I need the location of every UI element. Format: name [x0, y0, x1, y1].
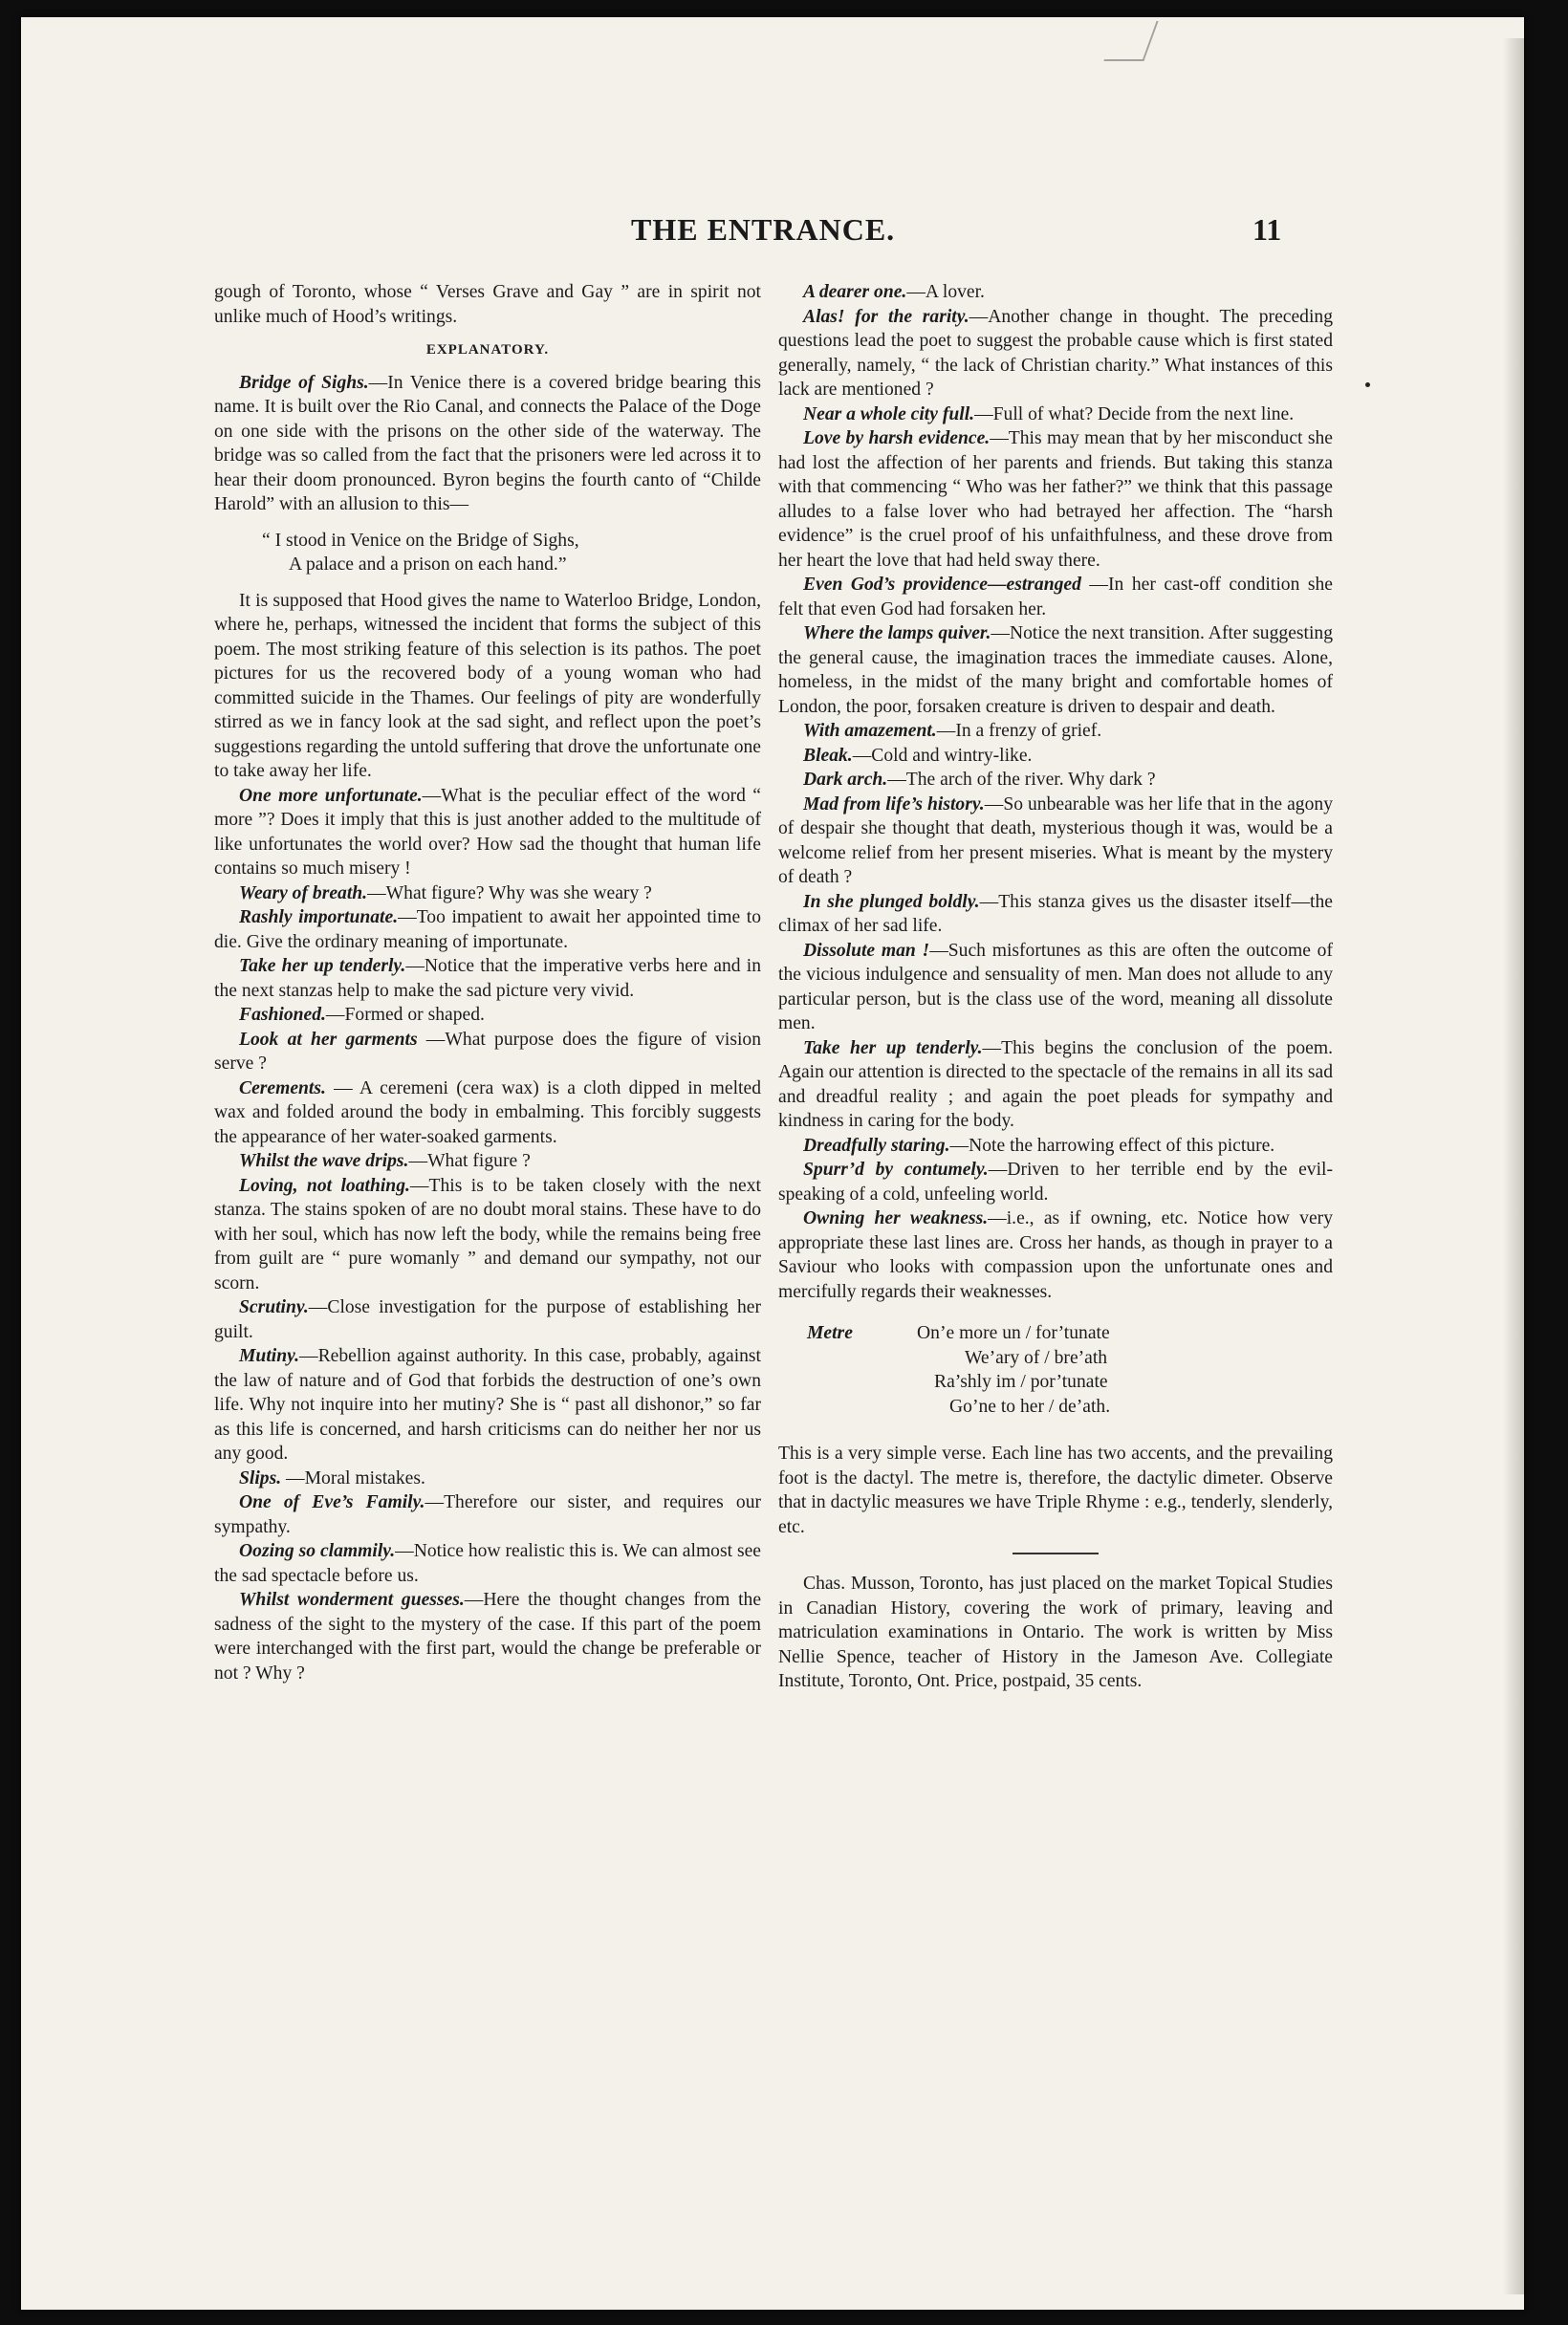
entry-cerements	[214, 1076, 761, 1150]
entry-near-city	[778, 402, 1333, 427]
entry-term: Near a whole city full.	[803, 403, 975, 424]
entry-term: Look at her garments	[239, 1029, 418, 1050]
entry-term: With amazement.	[803, 721, 937, 741]
section-heading: EXPLANATORY.	[425, 342, 550, 358]
entry-term: Owning her weakness.	[803, 1208, 989, 1228]
entry-fashioned	[214, 1003, 761, 1028]
entry-term: Dreadfully staring.	[803, 1135, 950, 1156]
entry-text: —What purpose does the figure of vision serve ?	[214, 1029, 762, 1074]
entry-term: Where the lamps quiver.	[803, 623, 991, 643]
entry-whilst-wave	[214, 1149, 761, 1174]
entry-text: —This may mean that by her misconduct she had lost the affection of her parents and friends. But taking this stanza with that commencing “ Who was her father?” we think that this passage alludes to a false lover who had betrayed her affection. The “harsh evidence” is the cruel proof of his unfaithfulness, and these drove from her heart the love that had held sway there.	[778, 428, 1333, 571]
running-title: THE ENTRANCE.	[631, 212, 896, 247]
entry-providence	[778, 573, 1333, 621]
entry-term: Bleak.	[803, 745, 853, 766]
entry-weary	[214, 881, 761, 906]
entry-text: —Too impatient to await her appointed time to die. Give the ordinary meaning of importunate.	[214, 907, 761, 952]
entry-text: —Close investigation for the purpose of establishing her guilt.	[214, 1297, 761, 1342]
entry-term: Slips.	[239, 1467, 282, 1488]
entry-term: In she plunged boldly.	[803, 891, 980, 912]
entry-term: Mad from life’s history.	[803, 793, 985, 815]
entry-text: —A lover.	[906, 282, 985, 302]
entry-text: —Notice the next transition. After suggesting the general cause, the imagination traces the immediate causes. Alone, homeless, in the midst of the many bright and comfortable homes of London, the poor, forsaken creature is driven to despair and death.	[778, 623, 1333, 717]
entry-rashly	[214, 905, 761, 954]
entry-term: Whilst wonderment guesses.	[239, 1590, 465, 1610]
entry-eve-family	[214, 1490, 761, 1539]
entry-term: Even God’s providence—estranged	[803, 575, 1081, 595]
entry-term: Loving, not loathing.	[239, 1175, 410, 1196]
entry-term: Oozing so clammily.	[239, 1541, 396, 1561]
entry-term: Spurr’d by contumely.	[803, 1160, 989, 1180]
entry-text: —This stanza gives us the disaster itself—the climax of her sad life.	[778, 891, 1333, 936]
entry-text: —What figure ?	[408, 1151, 531, 1171]
entry-text: —In Venice there is a covered bridge bearing this name. It is built over the Rio Canal, and connects the Palace of the Doge on one side with the prisons on the other side of the waterway. The bridge was so called from the fact that the prisoners were led across it to hear their doom pronounced. Byron begins the fourth canto of “Childe Harold” with an allusion to this—	[214, 372, 762, 514]
entry-alas	[778, 305, 1333, 402]
entry-love-evidence	[778, 426, 1333, 573]
entry-text: —Rebellion against authority. In this case, probably, against the law of nature and of God that forbids the destruction of one’s own life. Why not inquire into her mutiny? She is “ past all dishonor,” so far as this life is concerned, and harsh criticisms can do neither her nor us any good.	[214, 1346, 761, 1464]
entry-take-tenderly	[214, 954, 761, 1003]
entry-oozing	[214, 1539, 761, 1588]
quote-line-1: “ I stood in Venice on the Bridge of Sighs,	[262, 530, 579, 551]
entry-term: Take her up tenderly.	[239, 956, 406, 976]
left-column	[214, 280, 761, 1685]
entry-mutiny	[214, 1344, 761, 1467]
entry-term: Bridge of Sighs.	[239, 372, 369, 393]
entry-text: —What figure? Why was she weary ?	[367, 882, 652, 903]
entry-text: —Such misfortunes as this are often the outcome of the vicious indulgence and sensuality of men. Man does not allude to any particular person, but is the class use of the word, meaning all dissolute men.	[778, 940, 1333, 1033]
entry-lamps-quiver	[778, 621, 1333, 719]
entry-text: —In her cast-off condition she felt that even God had forsaken her.	[778, 575, 1333, 619]
entry-text: —This is to be taken closely with the next stanza. The stains spoken of are no doubt moral stains. These have to do with her soul, which has now left the body, while the remains being free from guilt are “ pure womanly ” and demand our sympathy, not our scorn.	[214, 1175, 761, 1293]
entry-term: One more unfortunate.	[239, 785, 423, 806]
entry-text: — A ceremeni (cera wax) is a cloth dipped in melted wax and folded around the body in embalming. This forcibly suggests the appearance of her water-soaked garments.	[214, 1077, 761, 1147]
paragraph-simple-verse: This is a very simple verse. Each line has two accents, and the prevailing foot is the dactyl. The metre is, therefore, the dactylic dimeter. Observe that in dactylic measures we have Triple Rhyme : e.g., tenderly, slenderly, etc.	[778, 1444, 1333, 1537]
metre-lines	[917, 1321, 1110, 1419]
byron-quote	[214, 529, 761, 577]
entry-one-more	[214, 784, 761, 881]
entry-text: —Note the harrowing effect of this picture.	[949, 1135, 1275, 1156]
entry-text: —i.e., as if owning, etc. Notice how very appropriate these last lines are. Cross her hands, as though in prayer to a Saviour who looks with compassion upon the unfortunate ones and mercifully regards their weaknesses.	[778, 1208, 1334, 1302]
entry-amazement	[778, 719, 1333, 744]
ink-dot	[1365, 382, 1370, 387]
entry-dearer	[778, 280, 1333, 305]
page-edge-shadow	[1503, 38, 1524, 2294]
entry-plunged	[778, 890, 1333, 939]
entry-slips	[214, 1467, 761, 1491]
metre-label: Metre	[807, 1323, 853, 1343]
quote-line-2: A palace and a prison on each hand.”	[289, 554, 567, 575]
entry-text: —This begins the conclusion of the poem. Again our attention is directed to the spectacle of the remains in all its sad and dreadful reality ; and again the poet pleads for sympathy and kindness in caring for the body.	[778, 1037, 1334, 1131]
entry-text: —Therefore our sister, and requires our sympathy.	[214, 1492, 762, 1537]
metre-scansion	[778, 1321, 1333, 1432]
entry-bleak	[778, 744, 1333, 769]
entry-term: Scrutiny.	[239, 1297, 309, 1317]
entry-mad-history	[778, 793, 1333, 890]
entry-term: Weary of breath.	[239, 882, 368, 903]
entry-term: Fashioned.	[239, 1005, 326, 1025]
intro-paragraph: gough of Toronto, whose “ Verses Grave and Gay ” are in spirit not unlike much of Hood’s writings.	[214, 282, 761, 327]
entry-spurrd	[778, 1158, 1333, 1206]
entry-dark-arch	[778, 768, 1333, 793]
entry-take-tenderly-2	[778, 1036, 1333, 1134]
page-number: 11	[1252, 212, 1282, 247]
entry-text: —Driven to her terrible end by the evil-speaking of a cold, unfeeling world.	[778, 1160, 1333, 1205]
entry-text: —So unbearable was her life that in the agony of despair she thought that death, mysterious though it was, would be a welcome relief from her present miseries. What is meant by the mystery of death ?	[778, 793, 1333, 887]
entry-scrutiny	[214, 1295, 761, 1344]
metre-line-3: Ra’shly im / por’tunate	[934, 1372, 1108, 1392]
right-column	[778, 280, 1333, 1694]
entry-text: —Cold and wintry-like.	[852, 745, 1033, 766]
metre-line-2: We’ary of / bre’ath	[965, 1347, 1108, 1368]
entry-text: —What is the peculiar effect of the word “ more ”? Does it imply that this is just another added to the multitude of like unfortunates the world over? How sad the thought that human life contains so much misery !	[214, 785, 761, 879]
entry-term: Dissolute man !	[803, 940, 930, 961]
entry-term: Mutiny.	[239, 1346, 299, 1366]
divider-rule	[1013, 1553, 1099, 1554]
entry-loving	[214, 1174, 761, 1296]
entry-term: Alas! for the rarity.	[803, 306, 969, 327]
entry-owning	[778, 1206, 1333, 1304]
entry-look-garments	[214, 1028, 761, 1076]
paragraph-supposed: It is supposed that Hood gives the name to Waterloo Bridge, London, where he, perhaps, witnessed the incident that forms the subject of this poem. The most striking feature of this selection is its pathos. The poet pictures for us the recovered body of a young woman who had committed suicide in the Thames. Our feelings of pity are wonderfully stirred as we in fancy look at the sad sight, and reflect upon the poet’s suggestions regarding the untold suffering that drove the unfortunate one to take away her life.	[214, 590, 761, 781]
entry-text: —Here the thought changes from the sadness of the sight to the mystery of the case. If this part of the poem were interchanged with the first part, would the change be preferable or not ? Why ?	[214, 1590, 762, 1684]
entry-term: Rashly importunate.	[239, 907, 399, 927]
entry-term: Love by harsh evidence.	[803, 428, 991, 448]
entry-text: —In a frenzy of grief.	[936, 721, 1102, 741]
entry-text: —Formed or shaped.	[325, 1005, 485, 1025]
entry-text: —Notice that the imperative verbs here and in the next stanzas help to make the sad picture very vivid.	[214, 956, 761, 1001]
entry-term: Dark arch.	[803, 770, 888, 790]
entry-wonderment	[214, 1588, 761, 1685]
entry-dissolute	[778, 939, 1333, 1036]
entry-term: A dearer one.	[803, 282, 907, 302]
entry-text: —Moral mistakes.	[281, 1467, 425, 1488]
entry-term: Whilst the wave drips.	[239, 1151, 409, 1171]
entry-text: —The arch of the river. Why dark ?	[887, 770, 1156, 790]
paragraph-musson-notice: Chas. Musson, Toronto, has just placed on the market Topical Studies in Canadian History, covering the work of primary, leaving and matriculation examinations in Ontario. The work is written by Miss Nellie Spence, teacher of History in the Jameson Ave. Collegiate Institute, Toronto, Ont. Price, postpaid, 35 cents.	[778, 1574, 1333, 1691]
entry-dreadfully	[778, 1134, 1333, 1159]
entry-text: —Full of what? Decide from the next line.	[974, 403, 1295, 424]
entry-term: Cerements.	[239, 1077, 326, 1098]
entry-term: One of Eve’s Family.	[239, 1492, 425, 1512]
entry-bridge-of-sighs	[214, 371, 761, 517]
metre-line-4: Go’ne to her / de’ath.	[949, 1396, 1111, 1417]
metre-line-1: On’e more un / for’tunate	[917, 1323, 1110, 1343]
entry-term: Take her up tenderly.	[803, 1037, 983, 1058]
entry-text: —Another change in thought. The preceding questions lead the poet to suggest the probable cause which is first stated generally, namely, “ the lack of Christian charity.” What instances of this lack are mentioned ?	[778, 306, 1334, 400]
entry-text: —Notice how realistic this is. We can almost see the sad spectacle before us.	[214, 1541, 761, 1586]
